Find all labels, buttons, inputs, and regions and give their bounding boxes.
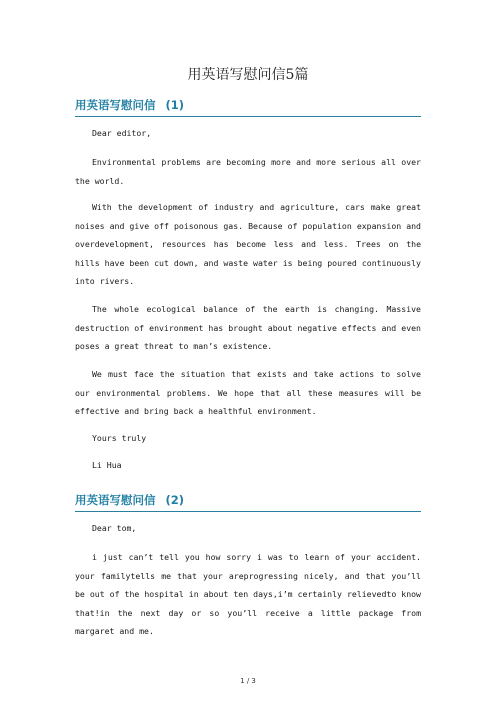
section-heading-number: (2) xyxy=(165,493,185,507)
section-heading-text: 用英语写慰问信 xyxy=(75,493,156,507)
salutation: Dear tom, xyxy=(92,523,137,533)
section-heading-2 xyxy=(75,492,421,512)
paragraph: i just can’t tell you how sorry i was to learn of your accident. your familytells me that your areprogressing nicely, and that you’ll be out of the hospital in about ten days,i’m certainly relievedto know that!in the next day or so you’ll receive a little package from margaret and me. xyxy=(75,552,421,636)
signature: Li Hua xyxy=(92,460,122,470)
paragraph: The whole ecological balance of the earth is changing. Massive destruction of environment has brought about negative effects and even poses a great threat to man’s existence. xyxy=(75,304,421,351)
section-heading-number: (1) xyxy=(165,98,185,112)
section-heading-text: 用英语写慰问信 xyxy=(75,98,156,112)
document-title: 用英语写慰问信5篇 xyxy=(187,67,309,83)
salutation: Dear editor, xyxy=(92,128,152,138)
page-indicator: 1 / 3 xyxy=(240,677,256,685)
paragraph: We must face the situation that exists and take actions to solve our environmental problems. We hope that all these measures will be effective and bring back a healthful environment. xyxy=(75,369,421,416)
closing: Yours truly xyxy=(92,433,147,443)
paragraph: With the development of industry and agriculture, cars make great noises and give off poisonous gas. Because of population expansion and overdevelopment, resources has become less and less. Trees on the hills have been cut down, and waste water is being poured continuously into rivers. xyxy=(75,202,421,286)
paragraph: Environmental problems are becoming more and more serious all over the world. xyxy=(75,157,421,186)
section-heading-1 xyxy=(75,97,421,117)
